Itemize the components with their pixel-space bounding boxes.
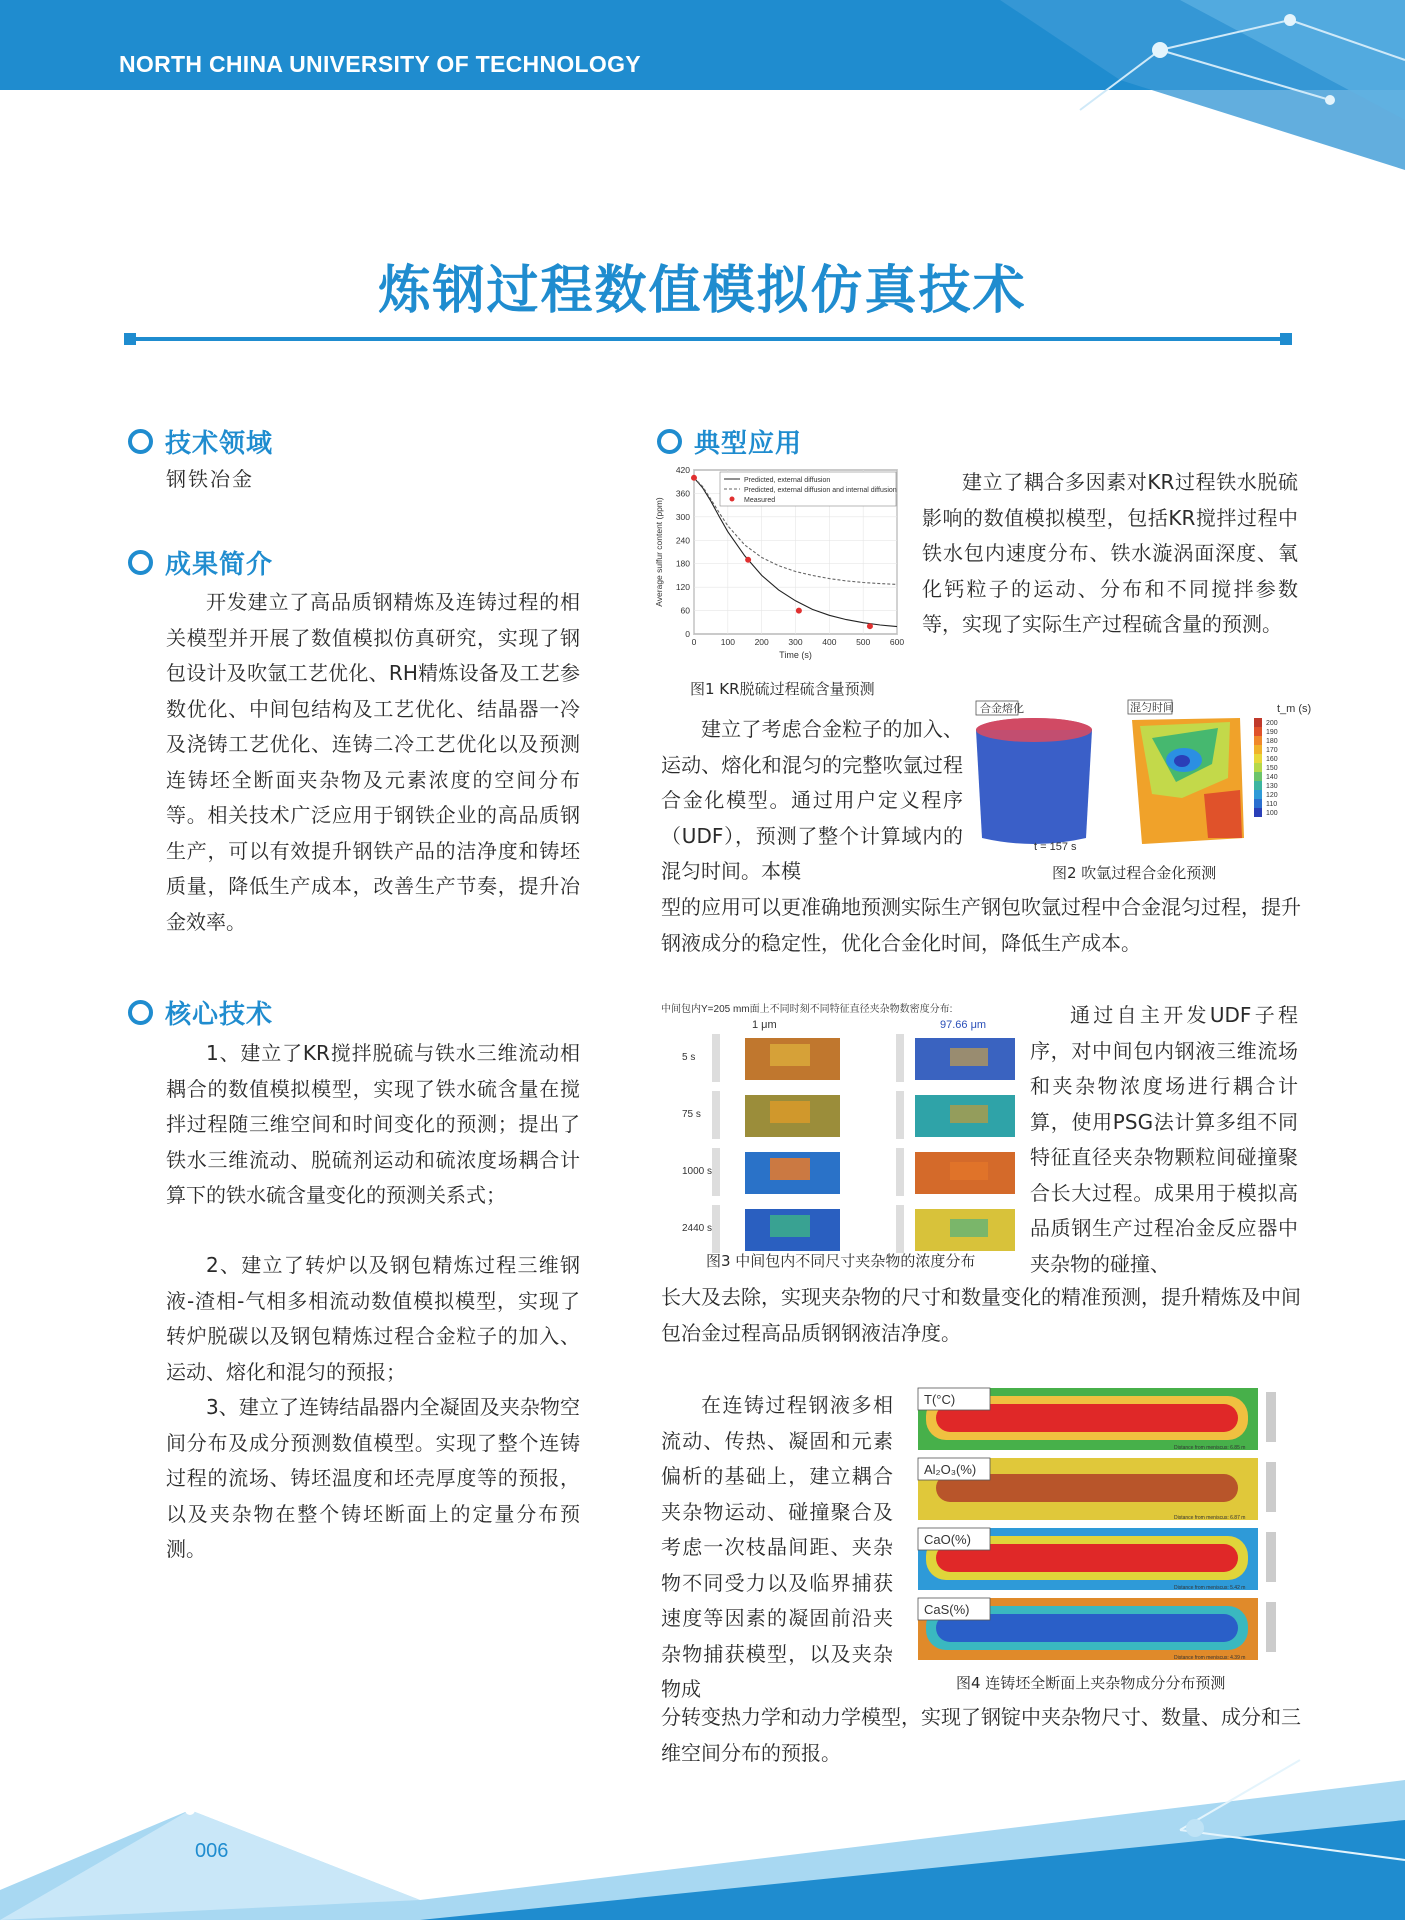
y-tick-label: 120 xyxy=(675,582,690,593)
contour-zone xyxy=(950,1219,988,1237)
legend-tick-label: 130 xyxy=(1266,783,1278,790)
x-tick-label: 500 xyxy=(856,637,871,647)
figure-2-time: t = 157 s xyxy=(1034,841,1077,853)
legend-swatch xyxy=(1254,745,1262,754)
app4-text-side: 在连铸过程钢液多相流动、传热、凝固和元素偏析的基础上，建立耦合夹杂物运动、碰撞聚合及考虑一次枝晶间距、夹杂物不同受力以及临界捕获速度等因素的凝固前沿夹杂物捕获模型，以及夹杂物成 xyxy=(661,1393,893,1701)
figure-2-caption: 图2 吹氩过程合金化预测 xyxy=(1052,864,1217,882)
colorbar xyxy=(1266,1462,1276,1512)
legend-swatch xyxy=(1254,790,1262,799)
y-tick-label: 360 xyxy=(675,488,690,499)
legend-swatch xyxy=(1254,763,1262,772)
figure-1-caption: 图1 KR脱硫过程硫含量预测 xyxy=(690,680,875,698)
chart-legend xyxy=(720,472,897,506)
contour-zone xyxy=(770,1044,810,1066)
university-name: NORTH CHINA UNIVERSITY OF TECHNOLOGY xyxy=(119,51,641,77)
legend-tick-label: 100 xyxy=(1266,810,1278,817)
legend-label: Measured xyxy=(744,497,776,504)
contour-zone xyxy=(770,1158,810,1180)
title-rule xyxy=(128,337,1290,341)
section-title: 核心技术 xyxy=(165,1000,274,1030)
figure-2-image xyxy=(972,698,1312,853)
app1-text: 建立了耦合多因素对KR过程铁水脱硫影响的数值模拟模型，包括KR搅拌过程中铁水包内速度分布、铁水漩涡面深度、氧化钙粒子的运动、分布和不同搅拌参数等，实现了实际生产过程硫含量的预测。 xyxy=(922,470,1298,636)
figure-2-label-left: 合金熔化 xyxy=(980,703,1024,715)
contour-zone xyxy=(950,1048,988,1066)
legend-tick-label: 160 xyxy=(1266,756,1278,763)
figure-1-chart xyxy=(652,462,905,662)
slab-label: CaO(%) xyxy=(924,1532,971,1547)
page-title: 炼钢过程数值模拟仿真技术 xyxy=(378,261,1027,321)
legend-swatch xyxy=(1254,736,1262,745)
colorbar xyxy=(1266,1602,1276,1652)
ring-bullet-icon xyxy=(657,429,682,454)
colorbar xyxy=(712,1148,720,1196)
legend-label: Predicted, external diffusion xyxy=(744,477,831,484)
colorbar xyxy=(712,1091,720,1139)
app2-text-full: 型的应用可以更准确地预测实际生产钢包吹氩过程中合金混匀过程，提升钢液成分的稳定性，优化合金化时间，降低生产成本。 xyxy=(661,895,1301,955)
legend-tick-label: 190 xyxy=(1266,729,1278,736)
y-tick-label: 240 xyxy=(675,535,690,546)
legend-swatch xyxy=(1254,808,1262,817)
legend-tick-label: 110 xyxy=(1266,801,1278,808)
legend-swatch xyxy=(1254,727,1262,736)
contour-zone xyxy=(770,1215,810,1237)
y-tick-label: 60 xyxy=(680,605,690,616)
contour-zone xyxy=(950,1162,988,1180)
slab-label: T(°C) xyxy=(924,1392,956,1407)
section-title: 典型应用 xyxy=(694,429,803,459)
legend-tick-label: 120 xyxy=(1266,792,1278,799)
figure-3-row-label: 1000 s xyxy=(682,1166,713,1177)
measured-point xyxy=(745,557,751,563)
figure-3-row-label: 5 s xyxy=(682,1052,696,1063)
rule-cap-right xyxy=(1280,333,1292,345)
figure-3-col-label: 1 μm xyxy=(752,1019,777,1031)
y-tick-label: 300 xyxy=(675,511,690,522)
x-tick-label: 400 xyxy=(822,637,837,647)
legend-swatch xyxy=(1254,781,1262,790)
x-tick-label: 600 xyxy=(889,637,905,647)
section-summary-heading xyxy=(128,544,273,581)
section-title: 技术领域 xyxy=(165,429,274,459)
legend-swatch xyxy=(1254,772,1262,781)
slab-section-figure xyxy=(914,1384,1298,1666)
slab-distance-label: Distance from meniscus: 5.42 m xyxy=(1174,1585,1246,1591)
colorbar xyxy=(1266,1392,1276,1442)
core-item-2: 2、建立了转炉以及钢包精炼过程三维钢液-渣相-气相多相流动数值模拟模型，实现了转炉脱碳以及钢包精炼过程合金粒子的加入、运动、熔化和混匀的预报； xyxy=(166,1253,580,1384)
app4-text-full: 分转变热力学和动力学模型，实现了钢锭中夹杂物尺寸、数量、成分和三维空间分布的预报。 xyxy=(661,1705,1301,1765)
slab-distance-label: Distance from meniscus: 4.39 m xyxy=(1174,1655,1246,1661)
colorbar xyxy=(1266,1532,1276,1582)
contour-zone xyxy=(770,1101,810,1123)
legend-swatch xyxy=(1254,799,1262,808)
argon-alloy-figure xyxy=(972,698,1312,853)
ring-bullet-icon xyxy=(128,429,153,454)
figure-2-legend-title: t_m (s) xyxy=(1277,703,1312,715)
section-core-heading xyxy=(128,994,273,1031)
section-title: 成果简介 xyxy=(165,550,274,580)
colorbar xyxy=(712,1034,720,1082)
section-application-heading xyxy=(657,423,802,460)
app3-text-full: 长大及去除，实现夹杂物的尺寸和数量变化的精准预测，提升精炼及中间包冶金过程高品质钢钢液洁净度。 xyxy=(661,1285,1301,1345)
ring-bullet-icon xyxy=(128,1000,153,1025)
page-number: 006 xyxy=(195,1840,229,1862)
colorbar xyxy=(896,1148,904,1196)
rule-cap-left xyxy=(124,333,136,345)
figure-3-caption: 图3 中间包内不同尺寸夹杂物的浓度分布 xyxy=(706,1252,976,1270)
colorbar xyxy=(896,1034,904,1082)
slab-label: CaS(%) xyxy=(924,1602,970,1617)
figure-3-col-label: 97.66 μm xyxy=(940,1019,987,1031)
figure-4-image xyxy=(914,1384,1298,1666)
sulfur-chart xyxy=(652,462,905,662)
x-tick-label: 200 xyxy=(754,637,769,647)
contour-zone xyxy=(950,1105,988,1123)
ring-bullet-icon xyxy=(128,550,153,575)
legend-tick-label: 200 xyxy=(1266,720,1278,727)
legend-tick-label: 170 xyxy=(1266,747,1278,754)
figure-3-title: 中间包内Y=205 mm面上不同时刻不同特征直径夹杂物数密度分布: xyxy=(661,1004,953,1015)
core-item-1: 1、建立了KR搅拌脱硫与铁水三维流动相耦合的数值模拟模型，实现了铁水硫含量在搅拌过程随三维空间和时间变化的预测；提出了铁水三维流动、脱硫剂运动和硫浓度场耦合计算下的铁水硫含量变化的预测关系式； xyxy=(166,1041,580,1207)
legend-swatch xyxy=(1254,718,1262,727)
x-tick-label: 0 xyxy=(691,637,697,647)
colorbar xyxy=(712,1205,720,1253)
slab-distance-label: Distance from meniscus: 6.87 m xyxy=(1174,1515,1246,1521)
colorbar xyxy=(896,1091,904,1139)
core-item-3: 3、建立了连铸结晶器内全凝固及夹杂物空间分布及成分预测数值模型。实现了整个连铸过程的流场、铸坯温度和坯壳厚度等的预报，以及夹杂物在整个铸坯断面上的定量分布预测。 xyxy=(166,1395,580,1561)
legend-tick-label: 140 xyxy=(1266,774,1278,781)
field-text: 钢铁冶金 xyxy=(166,467,254,491)
x-tick-label: 300 xyxy=(788,637,803,647)
slab-label: Al₂O₃(%) xyxy=(924,1462,977,1477)
x-tick-label: 100 xyxy=(720,637,735,647)
tundish-inclusion-figure xyxy=(660,1000,1020,1248)
legend-tick-label: 180 xyxy=(1266,738,1278,745)
header-decoration xyxy=(0,0,1405,180)
figure-3-row-label: 75 s xyxy=(682,1109,701,1120)
x-axis-label: Time (s) xyxy=(779,650,812,660)
y-tick-label: 0 xyxy=(685,629,690,639)
summary-text: 开发建立了高品质钢精炼及连铸过程的相关模型并开展了数值模拟仿真研究，实现了钢包设计及吹氩工艺优化、RH精炼设备及工艺参数优化、中间包结构及工艺优化、结晶器一冷及浇铸工艺优化、连铸二冷工艺优化以及预测连铸坯全断面夹杂物及元素浓度的空间分布等。相关技术广泛应用于钢铁企业的高品质钢生产，可以有效提升钢铁产品的洁净度和铸坯质量，降低生产成本，改善生产节奏，提升冶金效率。 xyxy=(166,590,580,934)
app3-text-side: 通过自主开发UDF子程序，对中间包内钢液三维流场和夹杂物浓度场进行耦合计算，使用PSG法计算多组不同特征直径夹杂物颗粒间碰撞聚合长大过程。成果用于模拟高品质钢生产过程冶金反应器中夹杂物的碰撞、 xyxy=(1030,1003,1298,1276)
y-tick-label: 180 xyxy=(675,558,690,569)
legend-tick-label: 150 xyxy=(1266,765,1278,772)
legend-swatch xyxy=(1254,754,1262,763)
figure-2-label-right: 混匀时间 xyxy=(1130,702,1174,714)
slab-distance-label: Distance from meniscus: 6.85 m xyxy=(1174,1445,1246,1451)
app2-text-side: 建立了考虑合金粒子的加入、运动、熔化和混匀的完整吹氩过程合金化模型。通过用户定义程序（UDF），预测了整个计算域内的混匀时间。本模 xyxy=(661,717,963,883)
colorbar xyxy=(896,1205,904,1253)
legend-marker xyxy=(730,497,735,502)
measured-point xyxy=(867,623,873,629)
y-tick-label: 420 xyxy=(675,465,690,475)
measured-point xyxy=(796,608,802,614)
figure-3-row-label: 2440 s xyxy=(682,1223,713,1234)
y-axis-label: Average sulfur content (ppm) xyxy=(654,497,664,607)
measured-point xyxy=(691,475,697,481)
section-field-heading xyxy=(128,423,273,460)
figure-3-image xyxy=(660,1000,1020,1248)
figure-4-caption: 图4 连铸坯全断面上夹杂物成分分布预测 xyxy=(956,1674,1226,1692)
legend-label: Predicted, external diffusion and internal diffusion xyxy=(744,487,897,494)
